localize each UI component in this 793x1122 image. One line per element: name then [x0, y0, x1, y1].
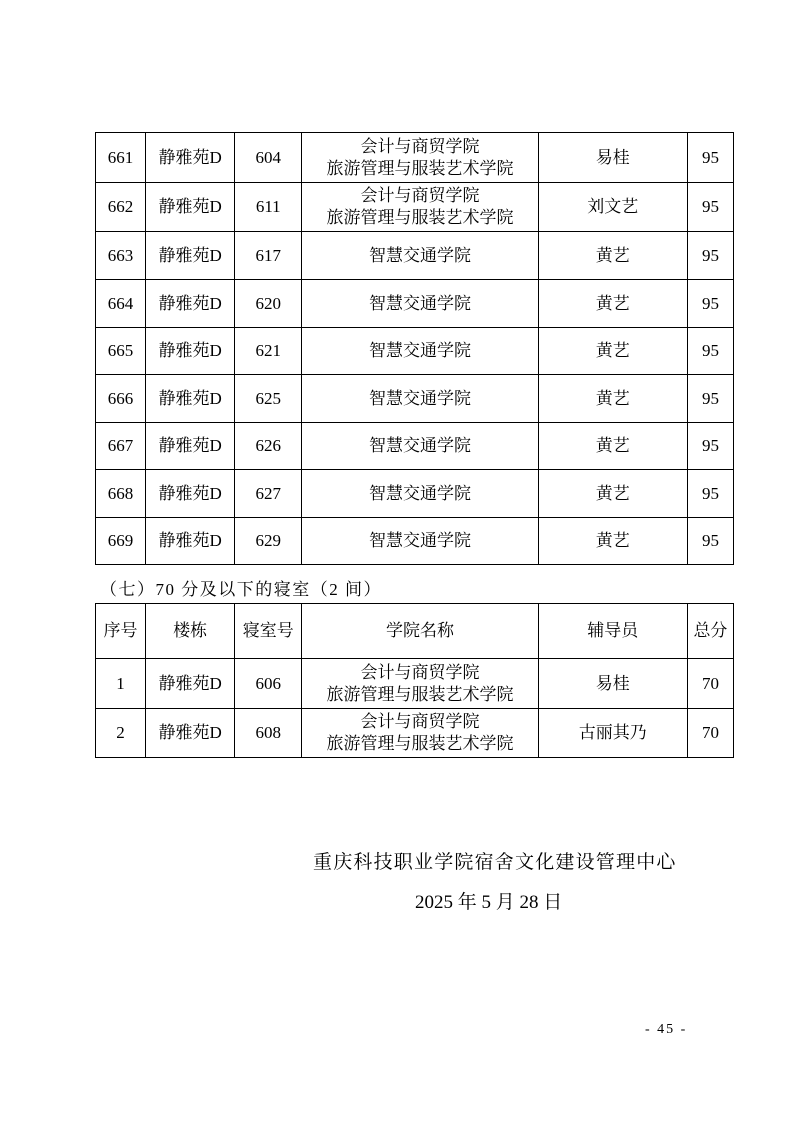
- cell-room: 629: [235, 518, 302, 565]
- cell-building: 静雅苑D: [146, 183, 235, 232]
- cell-score: 95: [687, 518, 733, 565]
- cell-score: 95: [687, 375, 733, 423]
- cell-counselor: 黄艺: [538, 280, 687, 328]
- college-line: 会计与商贸学院: [360, 136, 480, 156]
- header-building: 楼栋: [146, 604, 235, 659]
- cell-college: [302, 133, 538, 183]
- cell-college: [302, 709, 538, 758]
- table-row: [96, 709, 734, 758]
- cell-score: 95: [687, 328, 733, 375]
- cell-counselor: 易桂: [538, 133, 687, 183]
- cell-room: 606: [235, 659, 302, 709]
- cell-counselor: 易桂: [538, 659, 687, 709]
- cell-college: [302, 183, 538, 232]
- cell-room: 627: [235, 470, 302, 518]
- table-row: [96, 183, 734, 232]
- header-no: 序号: [96, 604, 146, 659]
- cell-building: 静雅苑D: [146, 375, 235, 423]
- cell-building: 静雅苑D: [146, 709, 235, 758]
- cell-no: 666: [96, 375, 146, 423]
- section-title: （七）70 分及以下的寝室（2 间）: [100, 580, 382, 599]
- cell-room: 626: [235, 423, 302, 470]
- cell-college: 智慧交通学院: [302, 423, 538, 470]
- cell-building: 静雅苑D: [146, 518, 235, 565]
- cell-room: 611: [235, 183, 302, 232]
- cell-score: 70: [687, 659, 733, 709]
- table-row: [96, 375, 734, 423]
- cell-score: 95: [687, 423, 733, 470]
- cell-counselor: 黄艺: [538, 232, 687, 280]
- college-line: 会计与商贸学院: [360, 712, 480, 731]
- header-college: 学院名称: [302, 604, 538, 659]
- header-counselor: 辅导员: [538, 604, 687, 659]
- cell-no: 662: [96, 183, 146, 232]
- cell-no: 664: [96, 280, 146, 328]
- score-table-continued: [95, 132, 734, 565]
- cell-college: 智慧交通学院: [302, 518, 538, 565]
- cell-room: 625: [235, 375, 302, 423]
- cell-room: 620: [235, 280, 302, 328]
- cell-no: 669: [96, 518, 146, 565]
- cell-counselor: 古丽其乃: [538, 709, 687, 758]
- table-row: [96, 470, 734, 518]
- cell-building: 静雅苑D: [146, 280, 235, 328]
- cell-building: 静雅苑D: [146, 659, 235, 709]
- cell-counselor: 黄艺: [538, 518, 687, 565]
- cell-score: 95: [687, 470, 733, 518]
- table-row: [96, 423, 734, 470]
- cell-no: 2: [96, 709, 146, 758]
- cell-room: 604: [235, 133, 302, 183]
- cell-score: 95: [687, 183, 733, 232]
- cell-counselor: 黄艺: [538, 328, 687, 375]
- cell-college: 智慧交通学院: [302, 280, 538, 328]
- cell-no: 1: [96, 659, 146, 709]
- cell-counselor: 黄艺: [538, 423, 687, 470]
- table-row: [96, 133, 734, 183]
- college-line: 旅游管理与服装艺术学院: [326, 158, 514, 178]
- cell-no: 665: [96, 328, 146, 375]
- issuing-organization: 重庆科技职业学院宿舍文化建设管理中心: [313, 852, 677, 873]
- table-row: [96, 280, 734, 328]
- cell-room: 617: [235, 232, 302, 280]
- table-row: [96, 659, 734, 709]
- header-score: 总分: [687, 604, 733, 659]
- cell-room: 608: [235, 709, 302, 758]
- cell-no: 668: [96, 470, 146, 518]
- college-line: 旅游管理与服装艺术学院: [326, 684, 514, 704]
- cell-counselor: 黄艺: [538, 470, 687, 518]
- score-table-low: [95, 603, 734, 758]
- cell-room: 621: [235, 328, 302, 375]
- cell-counselor: 黄艺: [538, 375, 687, 423]
- cell-no: 667: [96, 423, 146, 470]
- cell-score: 95: [687, 232, 733, 280]
- cell-no: 663: [96, 232, 146, 280]
- cell-building: 静雅苑D: [146, 232, 235, 280]
- header-room: 寝室号: [235, 604, 302, 659]
- college-line: 会计与商贸学院: [360, 662, 480, 682]
- cell-college: 智慧交通学院: [302, 232, 538, 280]
- cell-college: 智慧交通学院: [302, 328, 538, 375]
- cell-no: 661: [96, 133, 146, 183]
- cell-score: 95: [687, 280, 733, 328]
- college-line: 旅游管理与服装艺术学院: [326, 734, 514, 753]
- cell-score: 70: [687, 709, 733, 758]
- college-line: 会计与商贸学院: [360, 186, 480, 205]
- table-row: [96, 232, 734, 280]
- cell-score: 95: [687, 133, 733, 183]
- cell-counselor: 刘文艺: [538, 183, 687, 232]
- table-row: [96, 518, 734, 565]
- table-row: [96, 328, 734, 375]
- cell-college: 智慧交通学院: [302, 375, 538, 423]
- issue-date: 2025 年 5 月 28 日: [415, 892, 563, 913]
- cell-building: 静雅苑D: [146, 423, 235, 470]
- cell-college: 智慧交通学院: [302, 470, 538, 518]
- page-number: - 45 -: [645, 1022, 688, 1037]
- cell-college: [302, 659, 538, 709]
- table-header-row: [96, 604, 734, 659]
- cell-building: 静雅苑D: [146, 328, 235, 375]
- college-line: 旅游管理与服装艺术学院: [326, 208, 514, 227]
- cell-building: 静雅苑D: [146, 470, 235, 518]
- cell-building: 静雅苑D: [146, 133, 235, 183]
